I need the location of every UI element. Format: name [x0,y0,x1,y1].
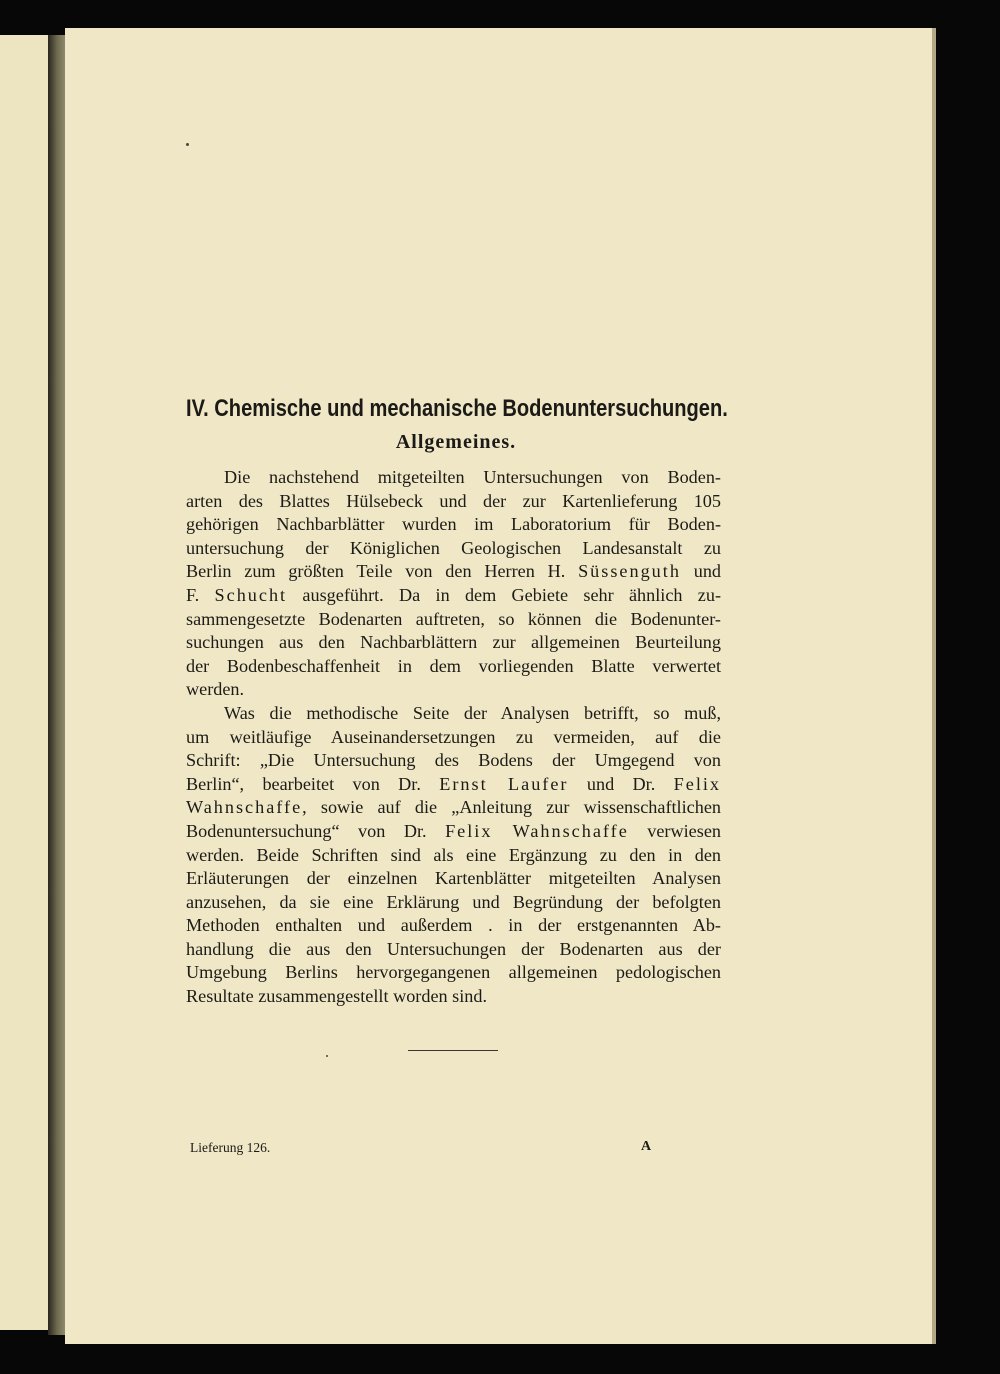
author-name: Schucht [214,584,288,605]
text-line [186,773,721,797]
text-line: sammengesetzte Bodenarten auftreten, so können die Bodenunter- [186,608,721,629]
paper-speck [186,143,189,146]
text-run: und Dr. [586,773,656,794]
paper-speck [326,1055,328,1057]
text-line: Erläuterungen der einzelnen Kartenblätter mitgeteilten Analysen [186,868,721,889]
text-line: um weitläufige Auseinandersetzungen zu vermeiden, auf die [186,726,721,747]
text-line: Methoden enthalten und außerdem . in der erstgenannten Ab- [186,915,721,936]
text-line [186,584,721,608]
section-end-rule [408,1050,498,1051]
text-run: Bodenuntersuchung“ von Dr. [186,820,427,841]
section-subheading: Allgemeines. [395,431,517,453]
text-line: Schrift: „Die Untersuchung des Bodens der Umgegend von [186,750,721,771]
text-line [186,560,721,584]
text-line: Umgebung Berlins hervorgegangenen allgemeinen pedologischen [186,962,721,983]
page-edge [932,28,936,1344]
body-text [186,466,721,1009]
author-name: Wahnschaffe [186,797,303,818]
text-line [186,820,721,844]
text-line: werden. [186,679,245,700]
sheet-signature-letter: A [641,1139,652,1154]
text-run: Berlin zum größten Teile von den Herren H. [186,561,566,582]
text-line: handlung die aus den Untersuchungen der Bodenarten aus der [186,938,721,959]
text-line: Was die methodische Seite der Analysen betrifft, so muß, [224,702,721,723]
author-name: Süssenguth [578,561,681,582]
text-run: Berlin“, bearbeitet von Dr. [186,773,421,794]
text-line: Die nachstehend mitgeteilten Untersuchungen von Boden- [224,467,721,487]
text-line: Resultate zusammengestellt worden sind. [186,986,488,1007]
text-run: ausgeführt. Da in dem Gebiete sehr ähnlich zu- [302,584,722,605]
text-line: suchungen aus den Nachbarblättern zur allgemeinen Beurteilung [186,632,721,653]
text-run: und [693,561,721,582]
author-name: Ernst Laufer [439,773,569,794]
text-run: verwiesen [647,820,721,841]
author-name: Felix [673,773,722,794]
author-name: Felix Wahnschaffe [445,820,629,841]
text-run: , sowie auf die „Anleitung zur wissenschaftlichen [302,797,721,818]
chapter-heading: IV. Chemische und mechanische Bodenuntersuchungen. [186,395,728,422]
text-line: gehörigen Nachbarblätter wurden im Laboratorium für Boden- [186,514,721,535]
text-line: untersuchung der Königlichen Geologischen Landesanstalt zu [186,537,721,558]
text-run: F. [186,584,200,605]
left-page-edge [0,35,48,1330]
text-line [186,796,721,820]
text-line: arten des Blattes Hülsebeck und der zur Kartenlieferung 105 [186,490,721,511]
text-line: werden. Beide Schriften sind als eine Ergänzung zu den in den [186,844,721,865]
signature-mark: Lieferung 126. [190,1140,271,1155]
text-line: der Bodenbeschaffenheit in dem vorliegenden Blatte verwertet [186,655,721,676]
text-line: anzusehen, da sie eine Erklärung und Begründung der befolgten [186,891,721,912]
